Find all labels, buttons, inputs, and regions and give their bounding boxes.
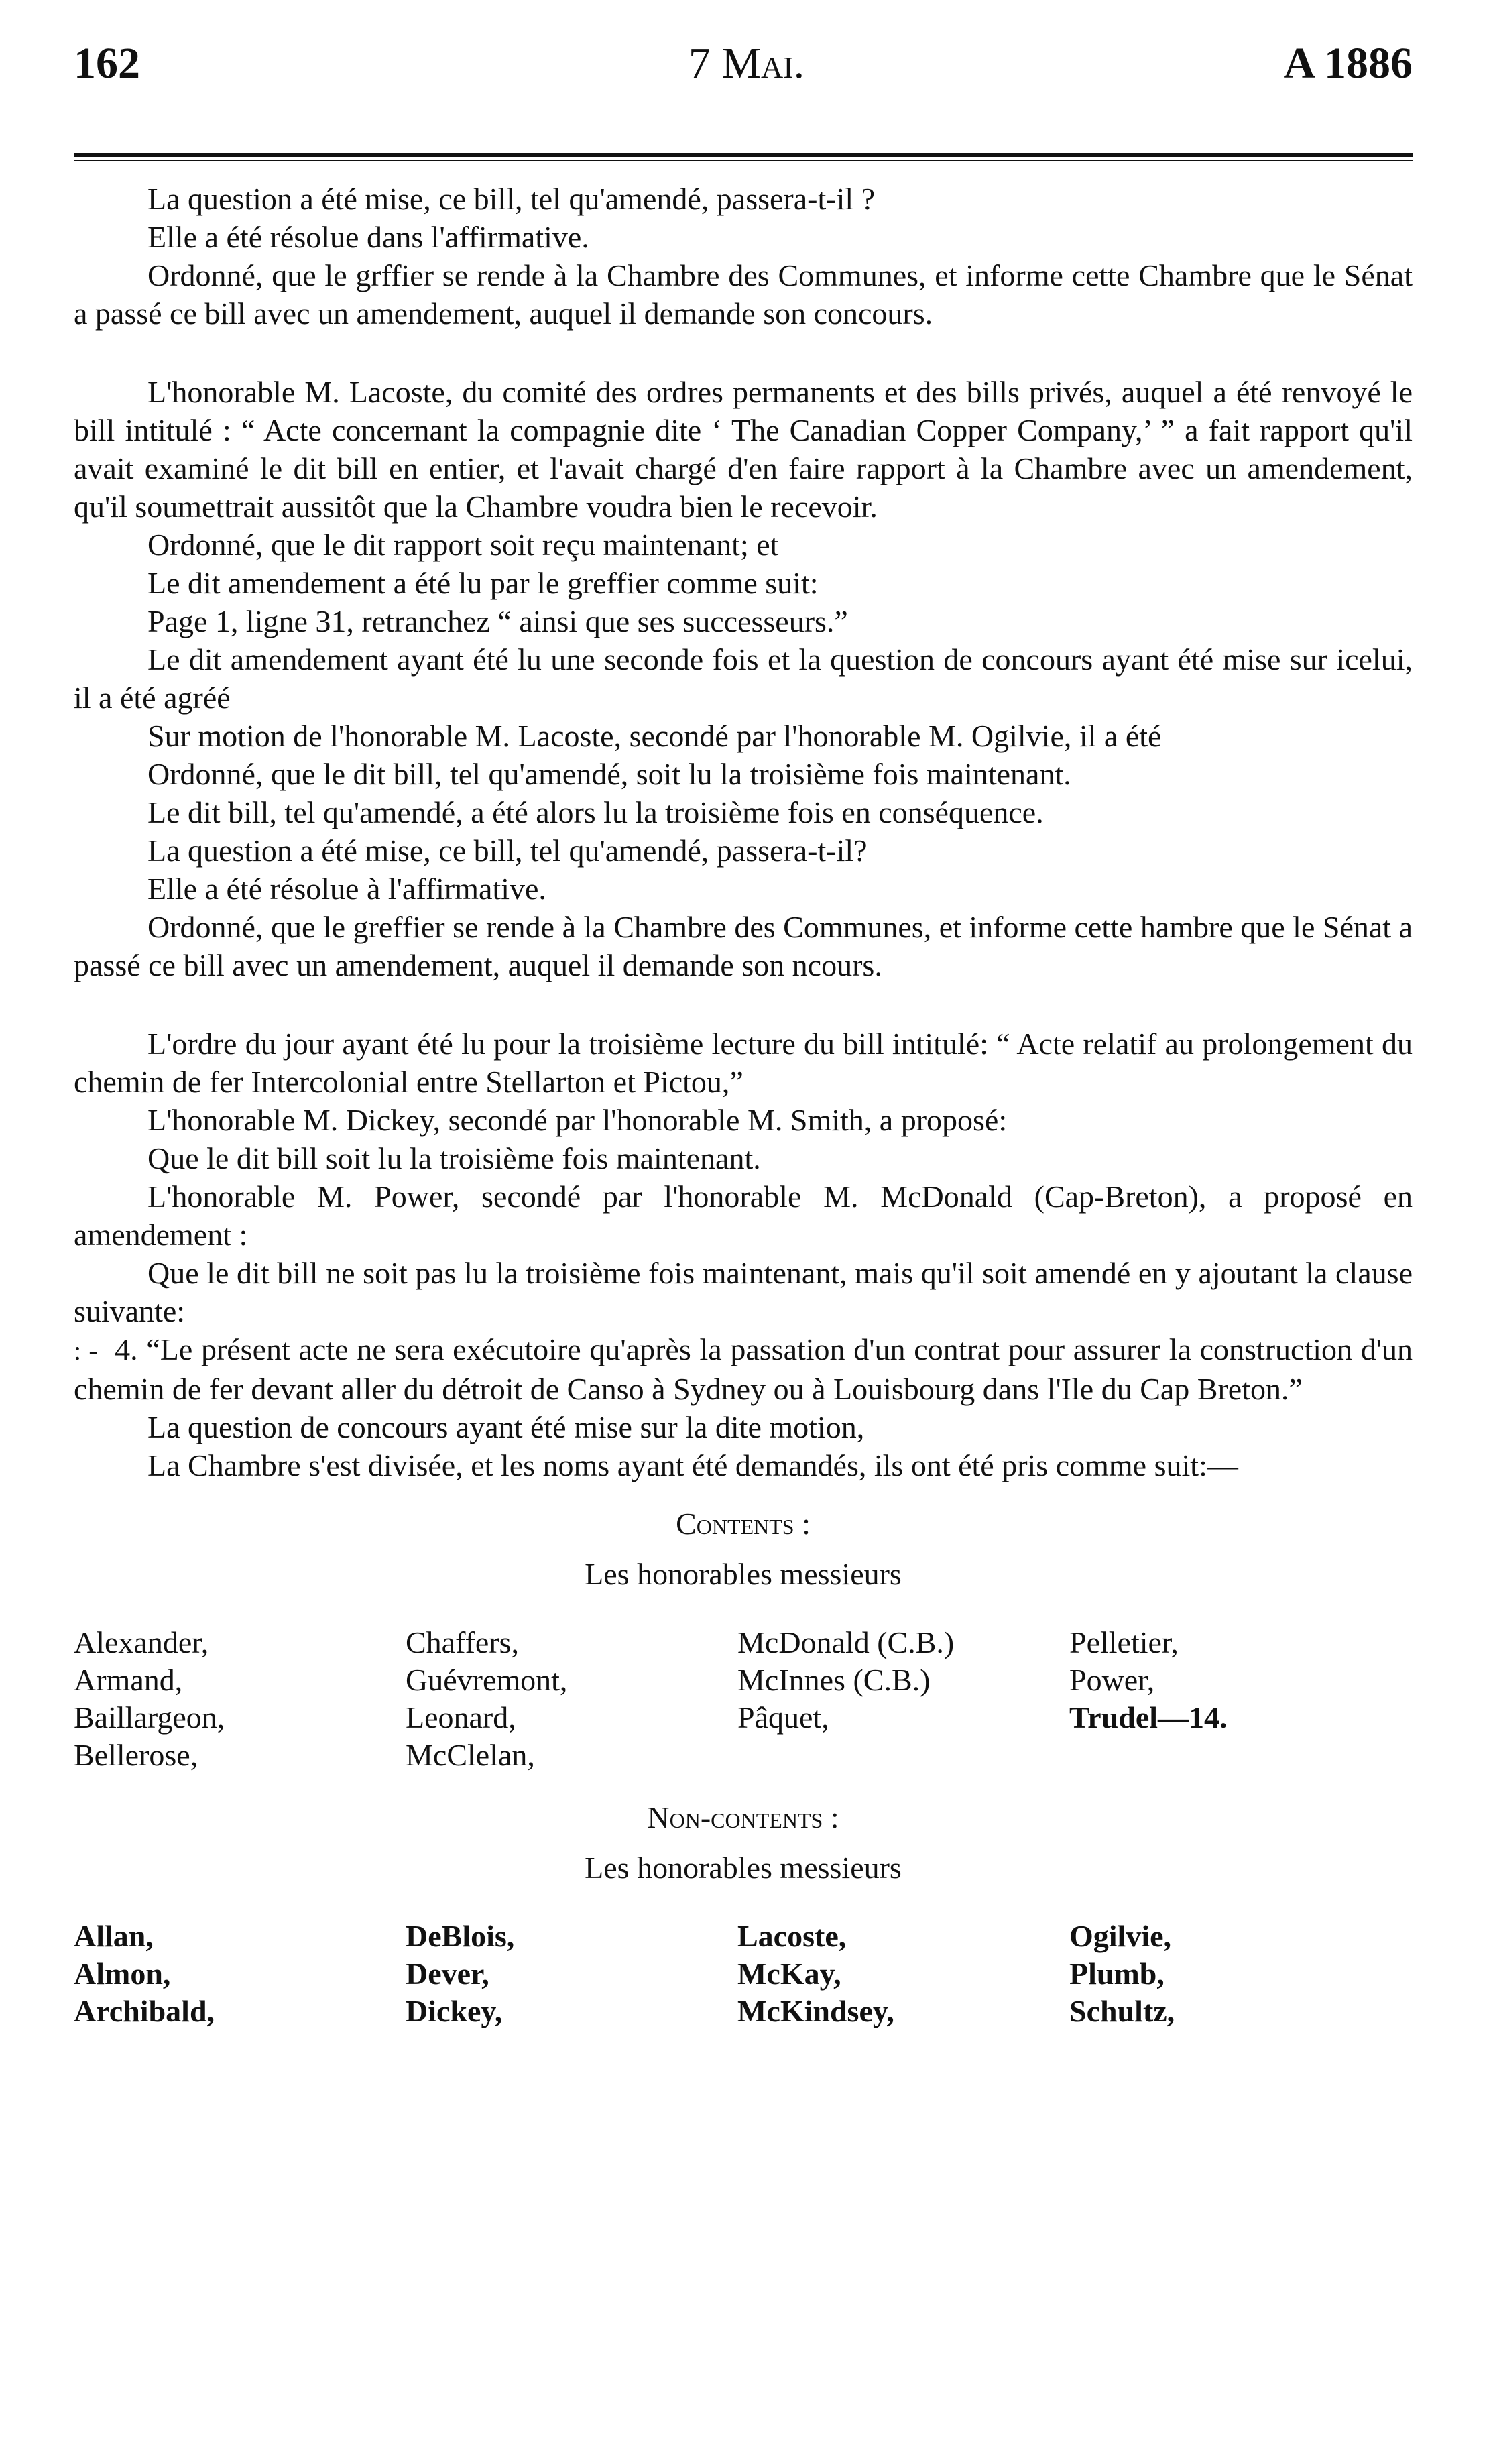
member-name: Archibald, [74, 1994, 215, 2028]
member-name: Baillargeon, [74, 1700, 225, 1735]
member-name: Plumb, [1069, 1956, 1164, 1991]
paragraph: L'ordre du jour ayant été lu pour la troisième lecture du bill intitulé: “ Acte relatif au prolongement du chemin de fer Intercolonial entre Stellarton et Pictou,” [74, 1026, 1413, 1099]
non-contents-subheading: Les honorables messieurs [585, 1851, 902, 1885]
names-column [74, 1624, 406, 1774]
header-rule-thin [74, 160, 1413, 161]
member-name: Pelletier, [1069, 1625, 1179, 1659]
member-name: Dever, [406, 1956, 489, 1991]
paragraph: Que le dit bill soit lu la troisième fois maintenant. [147, 1141, 761, 1175]
running-year: A 1886 [1283, 39, 1413, 88]
member-name: McDonald (C.B.) [737, 1625, 955, 1659]
contents-names-table [74, 1624, 1413, 1774]
paragraph-gap [74, 333, 1413, 373]
clause-text: 4. “Le présent acte ne sera exécutoire qu'après la passation d'un contrat pour assurer la construction d'un chemin de fer devant aller du détroit de Canso à Sydney ou à Louisbourg dans l'Ile du Cap Breton.” [74, 1332, 1413, 1406]
paragraph: Ordonné, que le grffier se rende à la Chambre des Communes, et informe cette Chambre que le Sénat a passé ce bill avec un amendement, auquel il demande son concours. [74, 258, 1413, 331]
paragraph: Ordonné, que le dit bill, tel qu'amendé, soit lu la troisième fois maintenant. [147, 757, 1071, 791]
member-name: Bellerose, [74, 1738, 198, 1772]
paragraph: Que le dit bill ne soit pas lu la troisième fois maintenant, mais qu'il soit amendé en y ajoutant la clause suivante: [74, 1256, 1413, 1328]
section-intercolonial-bill [74, 1024, 1413, 1484]
paragraph: Ordonné, que le dit rapport soit reçu maintenant; et [147, 528, 779, 562]
member-name: McKindsey, [737, 1994, 894, 2028]
paragraph: L'honorable M. Lacoste, du comité des ordres permanents et des bills privés, auquel a été renvoyé le bill intitulé : “ Acte concernant la compagnie dite ‘ The Canadian Copper Company,’ ” a fait rapport qu'il avait examiné le dit bill en entier, et l'avait chargé d'en faire rapport à la Chambre avec un amendement, qu'il soumettrait aussitôt que la Chambre voudra bien le recevoir. [74, 375, 1413, 524]
paragraph: La question a été mise, ce bill, tel qu'amendé, passera-t-il? [147, 833, 868, 868]
paragraph: Sur motion de l'honorable M. Lacoste, secondé par l'honorable M. Ogilvie, il a été [147, 719, 1162, 753]
paragraph-gap [74, 984, 1413, 1024]
paragraph: L'honorable M. Dickey, secondé par l'honorable M. Smith, a proposé: [147, 1103, 1008, 1137]
header-rule [74, 153, 1413, 157]
vote-contents [74, 1505, 1413, 1774]
member-name: Allan, [74, 1919, 154, 1953]
names-column [406, 1918, 737, 2030]
running-date: 7 Mai. [688, 39, 805, 88]
paragraph: Le dit amendement ayant été lu une seconde fois et la question de concours ayant été mise sur icelui, il a été agréé [74, 642, 1413, 715]
non-contents-heading: Non-contents : [647, 1800, 839, 1834]
member-name: Ogilvie, [1069, 1919, 1172, 1953]
paragraph: La question a été mise, ce bill, tel qu'amendé, passera-t-il ? [147, 182, 876, 216]
member-name: Dickey, [406, 1994, 503, 2028]
member-name-total: Trudel—14. [1069, 1700, 1228, 1735]
names-column [737, 1624, 1069, 1774]
contents-subheading: Les honorables messieurs [585, 1557, 902, 1591]
member-name: McInnes (C.B.) [737, 1663, 931, 1697]
names-column [74, 1918, 406, 2030]
section-copper-company-bill [74, 373, 1413, 984]
clause-prefix: : - [74, 1336, 98, 1366]
non-contents-names-table [74, 1918, 1413, 2030]
names-column [406, 1624, 737, 1774]
page-body [74, 180, 1413, 2054]
member-name: McKay, [737, 1956, 841, 1991]
member-name: Schultz, [1069, 1994, 1175, 2028]
member-name: Power, [1069, 1663, 1155, 1697]
paragraph: L'honorable M. Power, secondé par l'honorable M. McDonald (Cap-Breton), a proposé en amendement : [74, 1179, 1413, 1252]
member-name: Chaffers, [406, 1625, 520, 1659]
names-column [1069, 1918, 1405, 2030]
names-column [737, 1918, 1069, 2030]
member-name: McClelan, [406, 1738, 535, 1772]
paragraph: La Chambre s'est divisée, et les noms ayant été demandés, ils ont été pris comme suit:— [147, 1448, 1238, 1482]
paragraph: Elle a été résolue dans l'affirmative. [147, 220, 589, 254]
member-name: Armand, [74, 1663, 183, 1697]
member-name: Almon, [74, 1956, 171, 1991]
member-name: DeBlois, [406, 1919, 515, 1953]
member-name: Leonard, [406, 1700, 516, 1735]
paragraph: Le dit amendement a été lu par le greffier comme suit: [147, 566, 819, 600]
clause-paragraph [74, 1330, 1413, 1408]
vote-non-contents [74, 1798, 1413, 2030]
page-number: 162 [74, 39, 140, 88]
section-third-reading-result [74, 180, 1413, 333]
member-name: Guévremont, [406, 1663, 568, 1697]
paragraph: La question de concours ayant été mise sur la dite motion, [147, 1410, 865, 1444]
paragraph: Le dit bill, tel qu'amendé, a été alors lu la troisième fois en conséquence. [147, 795, 1044, 829]
member-name: Alexander, [74, 1625, 209, 1659]
contents-heading: Contents : [676, 1507, 811, 1541]
paragraph: Page 1, ligne 31, retranchez “ ainsi que ses successeurs.” [147, 604, 848, 638]
member-name: Pâquet, [737, 1700, 829, 1735]
paragraph: Elle a été résolue à l'affirmative. [147, 872, 546, 906]
member-name: Lacoste, [737, 1919, 847, 1953]
paragraph: Ordonné, que le greffier se rende à la Chambre des Communes, et informe cette hambre que le Sénat a passé ce bill avec un amendement, auquel il demande son ncours. [74, 910, 1413, 982]
names-column [1069, 1624, 1405, 1774]
